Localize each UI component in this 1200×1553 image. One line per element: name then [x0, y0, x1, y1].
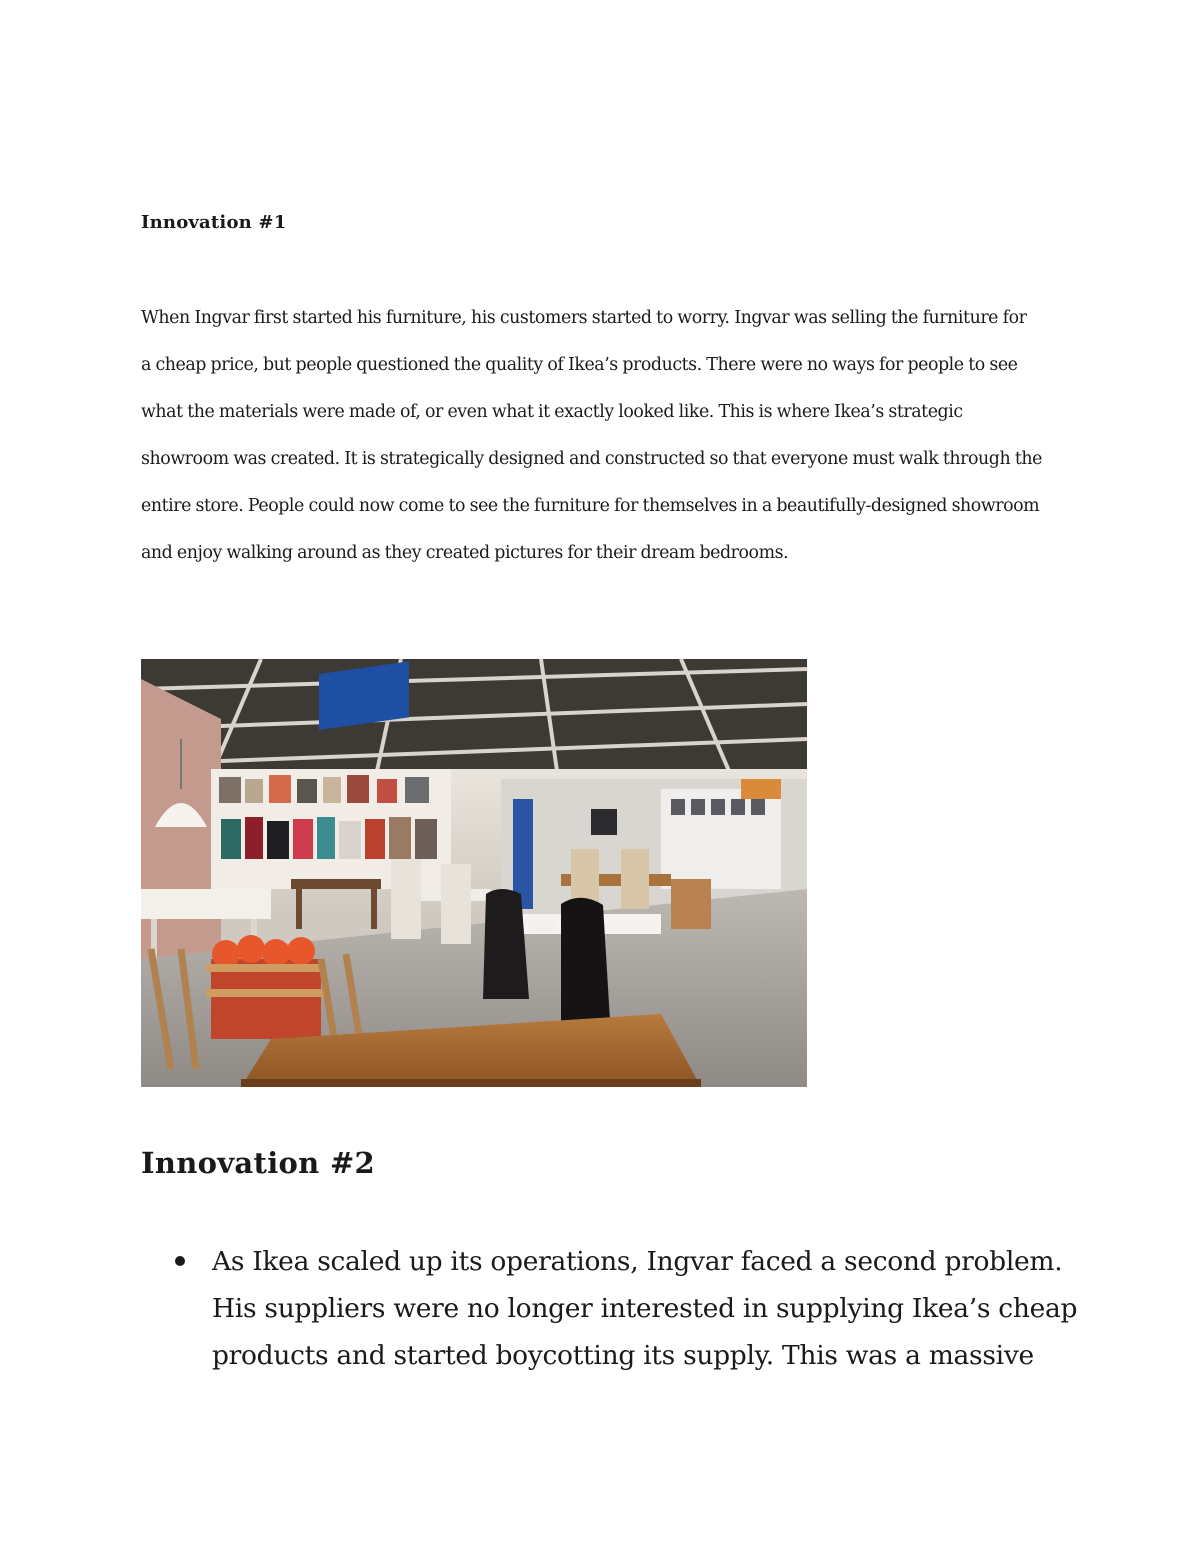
bullet-line: His suppliers were no longer interested in supplying Ikea’s cheap — [212, 1293, 1078, 1324]
paragraph-line: what the materials were made of, or even what it exactly looked like. This is where Ikea’s strategic — [141, 402, 963, 422]
paragraph-line: entire store. People could now come to see the furniture for themselves in a beautifully-designed showroom — [141, 496, 1040, 516]
innovation-2-bullet-list — [141, 1238, 1101, 1379]
paragraph-line: and enjoy walking around as they created pictures for their dream bedrooms. — [141, 543, 789, 563]
ikea-showroom-photo — [141, 659, 807, 1087]
bullet-line: As Ikea scaled up its operations, Ingvar faced a second problem. — [212, 1246, 1063, 1277]
bullet-line: products and started boycotting its supply. This was a massive — [212, 1340, 1034, 1371]
paragraph-line: When Ingvar first started his furniture, his customers started to worry. Ingvar was selling the furniture for — [141, 308, 1027, 328]
innovation-2-heading: Innovation #2 — [141, 1146, 376, 1180]
innovation-1-heading: Innovation #1 — [141, 212, 287, 233]
bullet-icon — [175, 1256, 185, 1266]
paragraph-line: a cheap price, but people questioned the quality of Ikea’s products. There were no ways for people to see — [141, 355, 1018, 375]
list-item — [141, 1238, 1101, 1379]
innovation-1-paragraph — [141, 298, 1076, 580]
paragraph-line: showroom was created. It is strategically designed and constructed so that everyone must walk through the — [141, 449, 1042, 469]
